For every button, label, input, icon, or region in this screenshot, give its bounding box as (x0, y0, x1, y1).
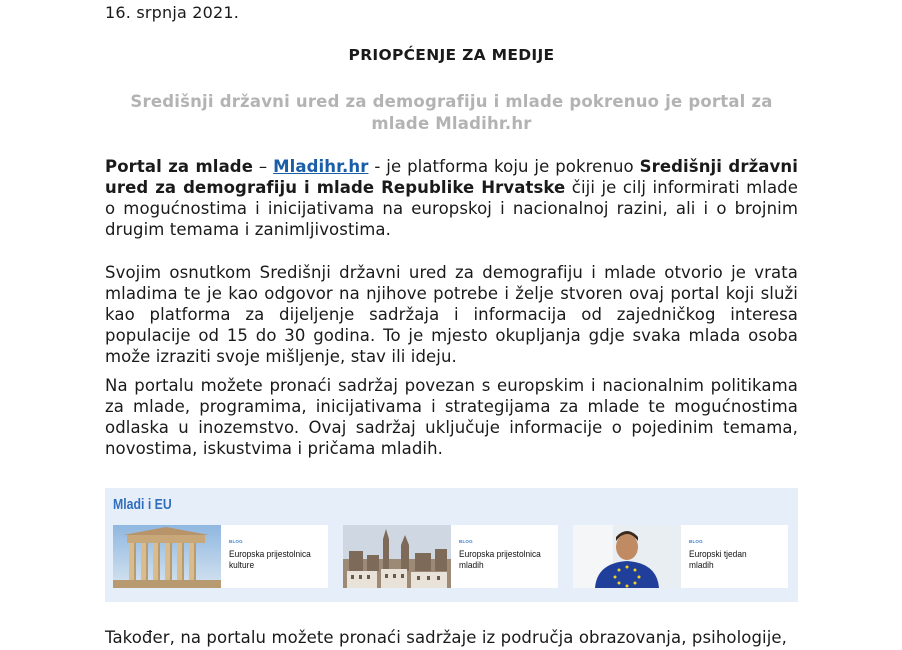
card-tag: BLOG (229, 539, 243, 544)
city-image (343, 525, 451, 588)
card-title: Europska prijestolnica mladih (459, 549, 541, 571)
banner-title: Mladi i EU (113, 496, 172, 513)
card-title: Europski tjedan mladih (689, 549, 747, 571)
card-capital-of-culture[interactable] (113, 525, 328, 588)
page-subtitle: Središnji državni ured za demografiju i mlade pokrenuo je portal za mlade Mladihr.hr (130, 92, 773, 133)
intro-org: Središnji državni ured za demografiju i mlade Republike Hrvatske (105, 157, 798, 197)
paragraph-content: Na portalu možete pronaći sadržaj povezan s europskim i nacionalnim politikama za mlade, programima, inicijativama i strategijama za mlade te mogućnostima odlaska u inozemstvo. Ovaj sadržaj uključuje informacije o pojedinim temama, novostima, iskustvima i pričama mladih. (105, 376, 798, 458)
card-youth-week[interactable] (573, 525, 788, 588)
intro-dash: – (253, 157, 274, 176)
paragraph-intro (105, 156, 798, 240)
release-date: 16. srpnja 2021. (105, 3, 240, 22)
intro-mid: - je platforma koju je pokrenuo (368, 157, 640, 176)
card-tag: BLOG (689, 539, 703, 544)
paragraph-more: Također, na portalu možete pronaći sadržaje iz područja obrazovanja, psihologije, (105, 628, 788, 647)
card-youth-capital[interactable] (343, 525, 558, 588)
portal-link[interactable]: Mladihr.hr (273, 157, 369, 176)
acropolis-image (113, 525, 221, 588)
intro-lead: Portal za mlade (105, 157, 254, 176)
intro-rest: čiji je cilj informirati mlade o mogućnostima i inicijativama na europskoj i nacionalnoj razini, ali i o brojnim drugim temama i zanimljivostima. (105, 178, 798, 239)
paragraph-founding: Svojim osnutkom Središnji državni ured za demografiju i mlade otvorio je vrata mladima te je kao odgovor na njihove potrebe i želje stvoren ovaj portal koji služi kao platforma za dijeljenje sadržaja i informacija od zajedničkog interesa populacije od 15 do 30 godina. To je mjesto okupljanja gdje svaka mlada osoba može izraziti svoje mišljenje, stav ili ideju. (105, 263, 798, 366)
eu-flag-person-image (573, 525, 681, 588)
page-title: PRIOPĆENJE ZA MEDIJE (348, 46, 555, 64)
card-tag: BLOG (459, 539, 473, 544)
mladi-eu-banner[interactable] (105, 488, 798, 602)
card-title: Europska prijestolnica kulture (229, 549, 311, 571)
